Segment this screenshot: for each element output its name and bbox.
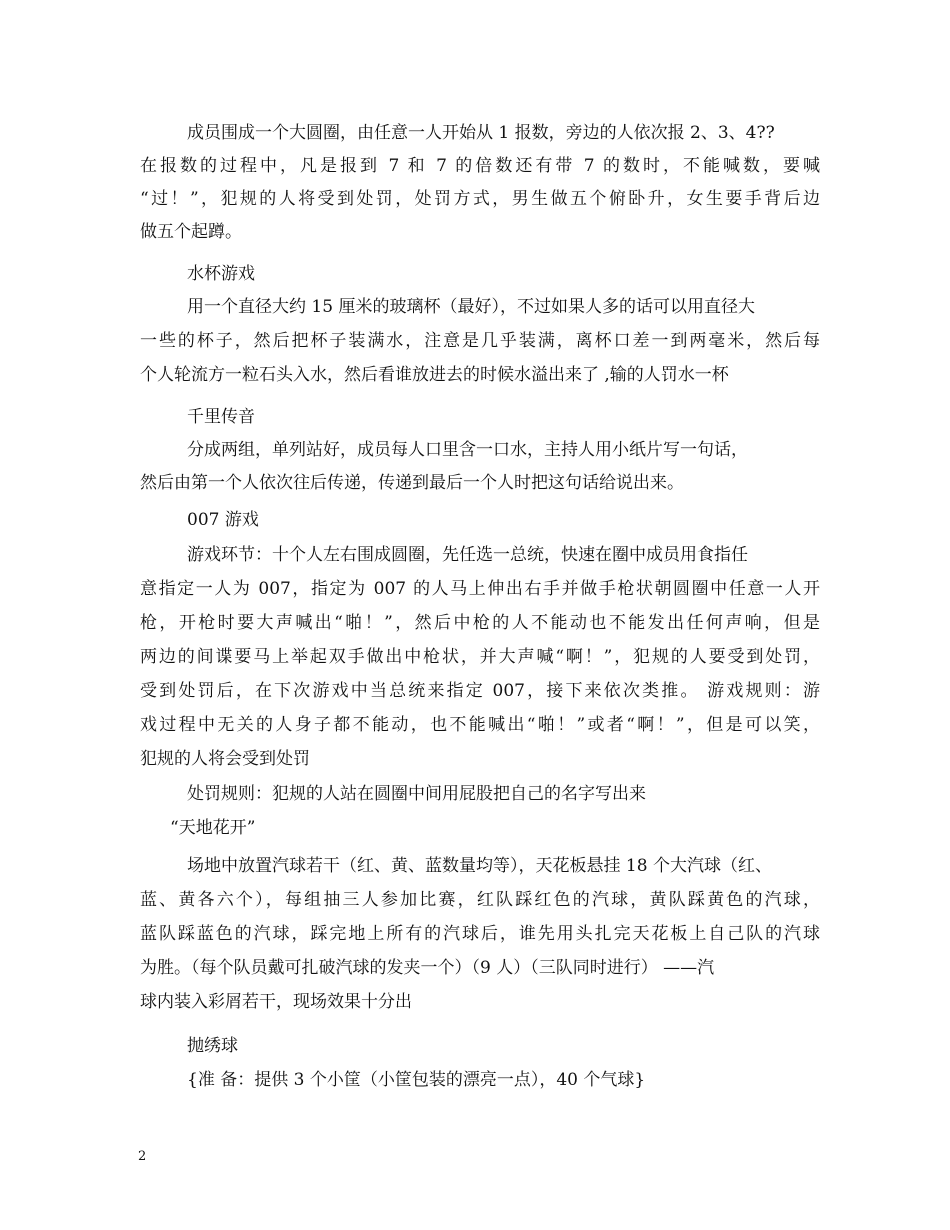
paragraph-line: 枪，开枪时要大声喊出“啪！”，然后中枪的人不能动也不能发出任何声响，但是 [140,613,820,633]
paragraph-line: 一些的杯子，然后把杯子装满水，注意是几乎装满，离杯口差一到两毫米，然后每 [140,331,820,351]
paragraph-line: 场地中放置汽球若干（红、黄、蓝数量均等），天花板悬挂 18 个大汽球（红、 [187,856,772,876]
paragraph-line: 成员围成一个大圆圈，由任意一人开始从 1 报数，旁边的人依次报 2、3、4?? [187,123,775,143]
paragraph-line: 两边的间谍要马上举起双手做出中枪状，并大声喊“啊！”，犯规的人要受到处罚， [140,647,820,667]
section-heading: 抛绣球 [187,1036,238,1056]
paragraph-line: 犯规的人将会受到处罚 [140,749,310,769]
paragraph-line: {准 备：提供 3 个小筐（小筐包装的漂亮一点），40 个气球} [187,1070,646,1090]
paragraph-line: 做五个起蹲。 [140,222,242,242]
paragraph-line: 为胜。（每个队员戴可扎破汽球的发夹一个）（9 人）（三队同时进行） ——汽 [140,958,715,978]
paragraph-line: 然后由第一个人依次往后传递，传递到最后一个人时把这句话给说出来。 [140,473,684,493]
paragraph-line: 处罚规则：犯规的人站在圆圈中间用屁股把自己的名字写出来 [187,784,646,804]
paragraph-line: 个人轮流方一粒石头入水，然后看谁放进去的时候水溢出来了 ,输的人罚水一杯 [140,365,729,385]
paragraph-line: 分成两组，单列站好，成员每人口里含一口水，主持人用小纸片写一句话， [187,440,748,460]
paragraph-line: 意指定一人为 007，指定为 007 的人马上伸出右手并做手枪状朝圆圈中任意一人开 [140,579,820,599]
paragraph-line: 在报数的过程中，凡是报到 7 和 7 的倍数还有带 7 的数时，不能喊数，要喊 [140,156,820,176]
page-number: 2 [138,1149,147,1164]
section-heading: 水杯游戏 [187,264,255,284]
paragraph-line: 蓝、黄各六个），每组抽三人参加比赛，红队踩红色的汽球，黄队踩黄色的汽球， [140,890,820,910]
paragraph-line: 受到处罚后，在下次游戏中当总统来指定 007，接下来依次类推。 游戏规则：游 [140,681,820,701]
paragraph-line: “过！”，犯规的人将受到处罚，处罚方式，男生做五个俯卧升，女生要手背后边 [140,189,820,209]
paragraph-line: 蓝队踩蓝色的汽球，踩完地上所有的汽球后，谁先用头扎完天花板上自己队的汽球 [140,924,820,944]
paragraph-line: 游戏环节：十个人左右围成圆圈，先任选一总统，快速在圈中成员用食指任 [187,545,748,565]
section-heading: 007 游戏 [187,510,259,530]
paragraph-line: 球内装入彩屑若干，现场效果十分出 [140,992,412,1012]
paragraph-line: 用一个直径大约 15 厘米的玻璃杯（最好），不过如果人多的话可以用直径大 [187,297,755,317]
paragraph-line: 戏过程中无关的人身子都不能动，也不能喊出“啪！”或者“啊！”，但是可以笑， [140,715,820,735]
section-heading: 千里传音 [187,407,255,427]
section-heading: “天地花开” [170,818,256,838]
